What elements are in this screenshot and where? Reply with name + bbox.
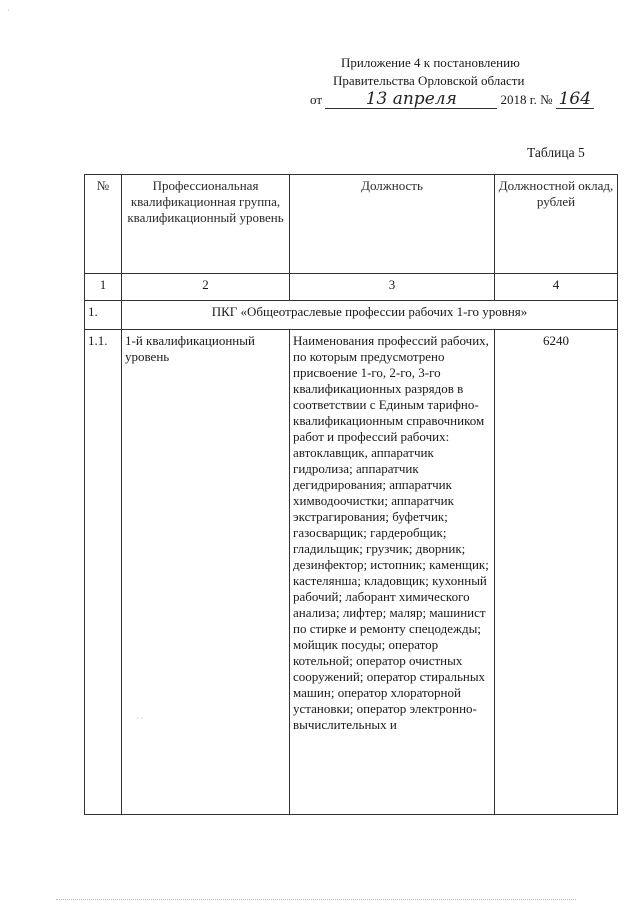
- row-level: 1-й квалификационный уровень: [122, 330, 290, 815]
- column-number-row: [85, 274, 618, 301]
- col-number-3: 3: [290, 274, 495, 301]
- row-positions: Наименования профессий рабочих, по которым предусмотрено присвоение 1-го, 2-го, 3-го квалификационных разрядов в соответствии с Единым тарифно-квалификационным справочником работ и профессий рабочих: автоклавщик, аппаратчик гидролиза; аппаратчик дегидрирования; аппаратчик химводоочистки; аппаратчик экстрагирования; буфетчик; газосварщик; гардеробщик; гладильщик; грузчик; дворник; дезинфектор; истопник; каменщик; кастелянша; кладовщик; кухонный рабочий; лаборант химического анализа; лифтер; маляр; машинист по стирке и ремонту спецодежды; мойщик посуды; оператор котельной; оператор очистных сооружений; оператор стиральных машин; оператор хлораторной установки; оператор электронно-вычислительных и: [290, 330, 495, 815]
- year-text: 2018 г. №: [500, 92, 553, 107]
- col-number-2: 2: [122, 274, 290, 301]
- row-number: 1.1.: [85, 330, 122, 815]
- group-number: 1.: [85, 301, 122, 330]
- date-field: [325, 91, 497, 109]
- handwritten-number: 164: [558, 89, 592, 109]
- group-row: [85, 301, 618, 330]
- col-header-group: Профессиональная квалификационная группа, квалификационный уровень: [122, 175, 290, 274]
- table-header-row: [85, 175, 618, 274]
- group-title: ПКГ «Общеотраслевые профессии рабочих 1-го уровня»: [122, 301, 618, 330]
- col-number-1: 1: [85, 274, 122, 301]
- appendix-line-2: Правительства Орловской области: [333, 73, 525, 88]
- col-header-salary: Должностной оклад, рублей: [495, 175, 618, 274]
- from-prefix: от: [310, 92, 323, 107]
- scan-speck: ·: [7, 6, 10, 15]
- col-header-number: №: [85, 175, 122, 274]
- table-caption: Таблица 5: [527, 145, 585, 160]
- scan-speck: · ·: [136, 714, 144, 723]
- row-salary: 6240: [495, 330, 618, 815]
- salary-table: [84, 174, 618, 815]
- col-number-4: 4: [495, 274, 618, 301]
- appendix-line-3: [310, 91, 594, 109]
- number-field: [556, 91, 594, 109]
- col-header-position: Должность: [290, 175, 495, 274]
- appendix-line-1: Приложение 4 к постановлению: [341, 55, 520, 70]
- table-row: [85, 330, 618, 815]
- scan-edge-line: [56, 899, 576, 900]
- handwritten-date: 13 апреля: [365, 89, 457, 109]
